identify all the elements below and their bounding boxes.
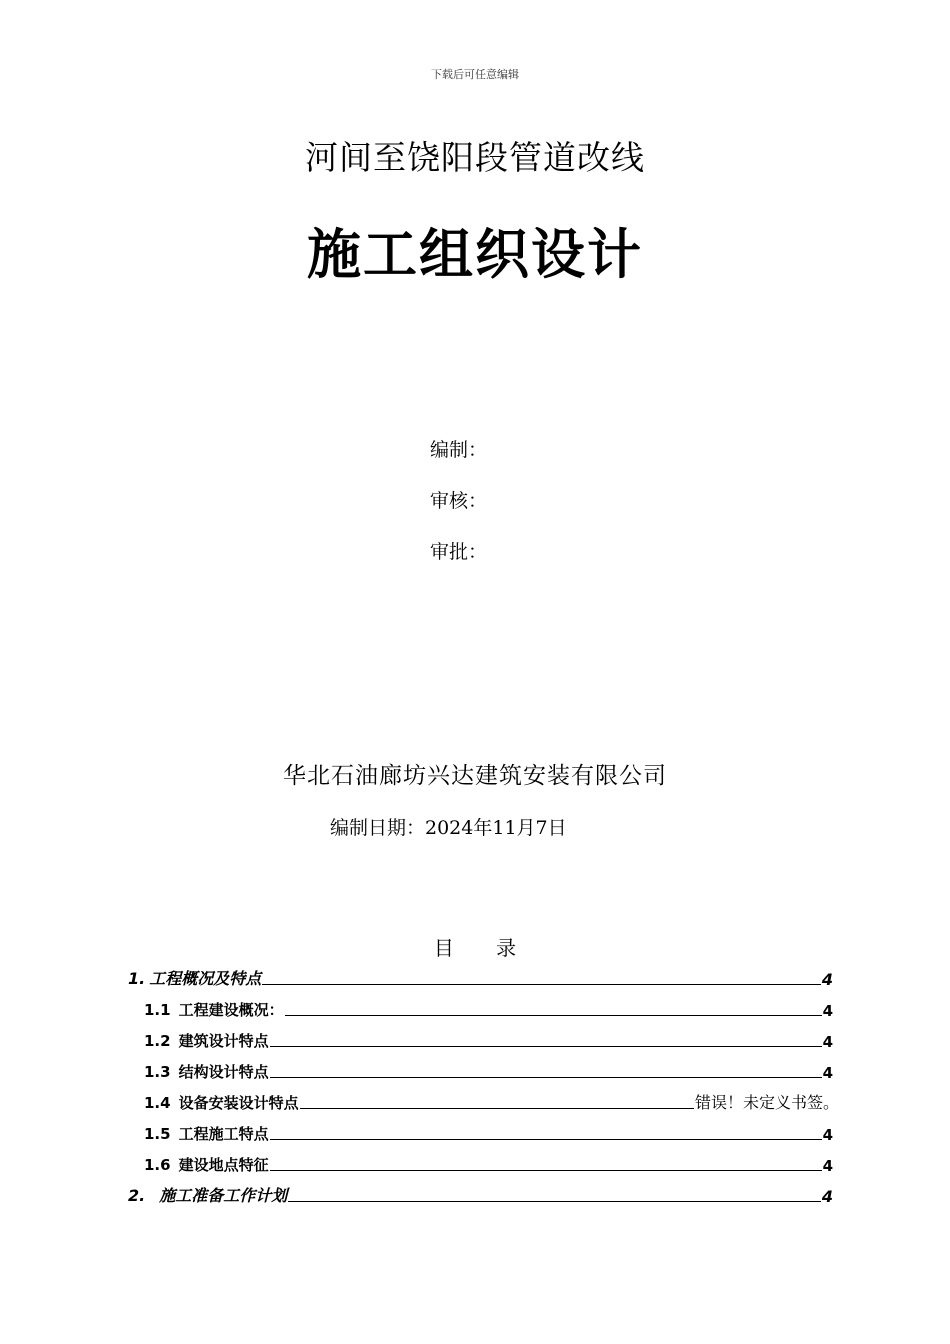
toc-entry-number: 1.1 <box>144 1001 171 1019</box>
project-subtitle: 河间至饶阳段管道改线 <box>305 138 645 177</box>
toc-entry-1[interactable] <box>128 963 833 989</box>
toc-entry-number: 1.4 <box>144 1094 171 1112</box>
toc-page-number: 4 <box>822 1157 833 1175</box>
toc-page-number: 4 <box>822 1002 833 1020</box>
toc-page-number: 4 <box>822 1064 833 1082</box>
toc-leader-line <box>270 1138 822 1140</box>
toc-entry-number: 1.5 <box>144 1125 171 1143</box>
toc-entry-label <box>144 999 284 1020</box>
toc-entry-1-5[interactable] <box>144 1118 833 1144</box>
toc-entry-text: 工程建设概况： <box>178 1001 284 1019</box>
toc-page-number: 4 <box>821 970 833 989</box>
toc-entry-1-6[interactable] <box>144 1149 833 1175</box>
toc-entry-label <box>144 1030 269 1051</box>
toc-leader-line <box>288 1200 821 1202</box>
toc-leader-line <box>270 1045 822 1047</box>
company-name: 华北石油廊坊兴达建筑安装有限公司 <box>283 763 667 789</box>
toc-leader-line <box>262 983 821 985</box>
header-note: 下载后可任意编辑 <box>431 68 519 81</box>
toc-entry-text: 建筑设计特点 <box>178 1032 269 1050</box>
toc-entry-number: 1.3 <box>144 1063 171 1081</box>
toc-entry-number: 2. <box>128 1186 146 1205</box>
toc-title: 目 录 <box>433 936 535 960</box>
toc-entry-label <box>144 1092 299 1113</box>
toc-leader-line <box>300 1107 694 1109</box>
toc-entry-1-4[interactable] <box>144 1087 839 1113</box>
toc-entry-text: 结构设计特点 <box>178 1063 269 1081</box>
toc-entry-label <box>128 966 261 989</box>
toc-entry-text: 工程施工特点 <box>178 1125 269 1143</box>
toc-leader-line <box>285 1014 822 1016</box>
toc-page-number: 4 <box>821 1187 833 1206</box>
toc-page-number: 4 <box>822 1126 833 1144</box>
toc-entry-label <box>128 1183 287 1206</box>
toc-entry-text: 建设地点特征 <box>178 1156 269 1174</box>
compile-date: 编制日期：2024年11月7日 <box>330 817 567 839</box>
toc-entry-label <box>144 1154 269 1175</box>
toc-page-number: 4 <box>822 1033 833 1051</box>
toc-entry-number: 1.2 <box>144 1032 171 1050</box>
toc-entry-1-3[interactable] <box>144 1056 833 1082</box>
toc-entry-1-1[interactable] <box>144 994 833 1020</box>
toc-entry-text: 工程概况及特点 <box>149 969 262 988</box>
toc-leader-line <box>270 1076 822 1078</box>
toc-entry-number: 1. <box>128 969 146 988</box>
document-title: 施工组织设计 <box>307 223 643 286</box>
toc-entry-2[interactable] <box>128 1180 833 1206</box>
toc-entry-label <box>144 1061 269 1082</box>
toc-entry-1-2[interactable] <box>144 1025 833 1051</box>
toc-page-error: 错误！未定义书签。 <box>694 1093 839 1112</box>
toc-entry-number: 1.6 <box>144 1156 171 1174</box>
toc-entry-text: 施工准备工作计划 <box>159 1186 288 1205</box>
toc-entry-label <box>144 1123 269 1144</box>
approver-field: 审批： <box>430 541 488 563</box>
toc-entry-text: 设备安装设计特点 <box>178 1094 299 1112</box>
toc-leader-line <box>270 1169 822 1171</box>
compiler-field: 编制： <box>430 439 488 461</box>
reviewer-field: 审核： <box>430 490 488 512</box>
